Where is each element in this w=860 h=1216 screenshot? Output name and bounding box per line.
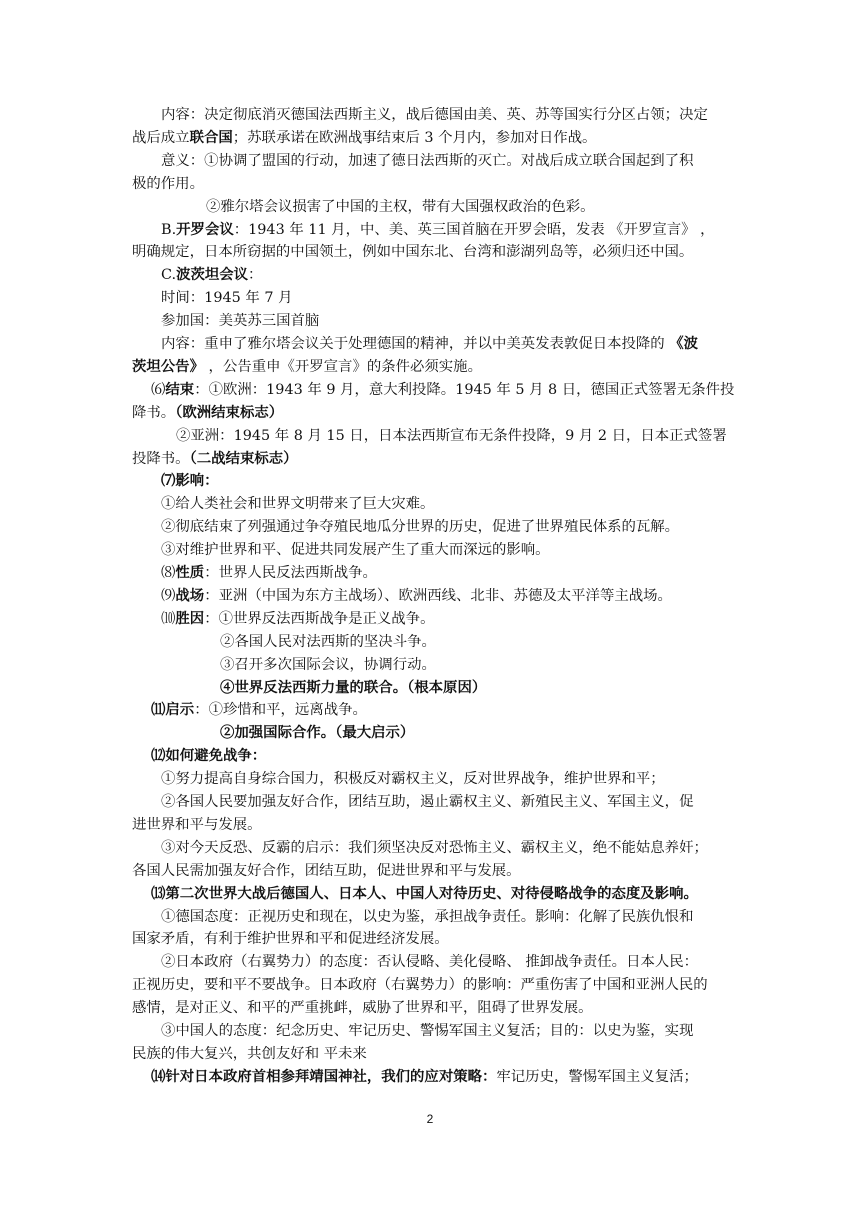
text-line: [132, 997, 593, 1019]
text-line: [161, 951, 698, 973]
text: ③对今天反恐、反霸的启示：我们须坚决反对恐怖主义、霸权主义，绝不能姑息养奸；: [161, 839, 708, 856]
text: B.: [161, 221, 177, 238]
text-line: [161, 608, 434, 630]
text-line: [161, 287, 292, 309]
bold-text: 开罗会议: [176, 220, 234, 238]
text: 内容：决定彻底消灭德国法西斯主义，战后德国由美、英、苏等国实行分区占领；决定: [161, 107, 708, 123]
bold-text: ⒁针对日本政府首相参拜靖国神社，我们的应对策略：: [151, 1067, 497, 1085]
text: ③中国人的态度：纪念历史、牢记历史、警惕军国主义复活；目的：以史为鉴，实现: [161, 1023, 694, 1039]
text: 正视历史，要和平不要战争。日本政府（右翼势力）的影响：严重伤害了中国和亚洲人民的: [132, 977, 708, 994]
text: 战后成立: [132, 129, 190, 146]
text: 投降书。: [132, 450, 190, 467]
page-number: 2: [426, 1112, 434, 1126]
text-line: [220, 654, 436, 676]
bold-text: 性质: [175, 564, 205, 581]
text: 国家矛盾，有利于维护世界和平和促进经济发展。: [132, 931, 449, 948]
text: ：亚洲（中国为东方主战场）、欧洲西线、北非、苏德及太平洋等主战场。: [204, 587, 672, 604]
text: ：①珍惜和平，远离战争。: [194, 702, 367, 719]
text: ②彻底结束了列强通过争夺殖民地瓜分世界的历史，促进了世界殖民体系的瓦解。: [161, 519, 680, 536]
text: ①努力提高自身综合国力，积极反对霸权主义，反对世界战争，维护世界和平；: [161, 771, 665, 788]
text: ⑽: [161, 610, 176, 627]
text: ：1943 年 11 月，中、美、英三国首脑在开罗会晤，发表 《开罗宣言》 ，: [233, 221, 715, 238]
bold-text: ⑺影响：: [161, 472, 219, 490]
text-line: [132, 814, 262, 836]
text: ①德国态度：正视历史和现在，以史为鉴，承担战争责任。影响：化解了民族仇恨和: [161, 908, 694, 925]
text: 内容：重申了雅尔塔会议关于处理德国的精神，并以中美英发表敦促日本投降的: [161, 336, 670, 352]
text-line: [206, 196, 595, 218]
text-line: [161, 470, 219, 492]
text: ②雅尔塔会议损害了中国的主权，带有大国强权政治的色彩。: [206, 198, 595, 215]
text: ⑼: [161, 587, 176, 604]
text-line: [161, 219, 714, 241]
text: 时间：1945 年 7 月: [161, 290, 293, 307]
text-line: [161, 1020, 693, 1042]
text: 参加国：美英苏三国首脑: [161, 313, 320, 330]
bold-text: 结束: [165, 380, 195, 398]
bold-text: 波茨坦会议: [176, 266, 249, 284]
text: ，公告重申《开罗宣言》的条件必须实施。: [203, 358, 482, 375]
bold-text: 联合国: [189, 128, 233, 146]
text-line: [161, 539, 550, 561]
text-line: [161, 768, 665, 790]
text-line: [220, 677, 486, 699]
text: ②各国人民对法西斯的坚决斗争。: [220, 633, 436, 650]
text: 极的作用。: [132, 175, 204, 192]
text-line: [132, 928, 449, 950]
text: 感情，是对正义、和平的严重挑衅，威胁了世界和平，阻碍了世界发展。: [132, 1000, 593, 1017]
text-line: [161, 104, 708, 126]
text: ⑹: [151, 381, 166, 398]
text: ：①欧洲：1943 年 9 月，意大利投降。1945 年 5 月 8 日，德国正式签署无条件投: [194, 381, 735, 398]
bold-text: 茨坦公告》: [132, 357, 204, 375]
text: ②亚洲：1945 年 8 月 15 日，日本法西斯宣布无条件投降，9 月 2 日，日本正式签署: [176, 427, 727, 444]
text: ②日本政府（右翼势力）的态度：否认侵略、美化侵略、 推卸战争责任。日本人民：: [161, 954, 699, 971]
text-line: [161, 150, 693, 172]
text-line: [132, 356, 482, 378]
text-line: [161, 837, 708, 859]
text: ：: [248, 267, 263, 284]
text-line: [132, 974, 708, 996]
text-line: [151, 1066, 698, 1088]
text: 民族的伟大复兴，共创友好和 平未来: [132, 1045, 367, 1062]
text-line: [151, 699, 367, 721]
bold-text: ⑿如何避免战争：: [151, 747, 267, 765]
text-line: [132, 127, 596, 149]
text-line: [132, 1043, 367, 1065]
text-line: [161, 791, 693, 813]
bold-text: ⑾启示: [151, 701, 195, 719]
text: 进世界和平与发展。: [132, 816, 262, 833]
text-line: [151, 883, 698, 905]
text-line: [151, 745, 266, 767]
bold-text: （二战结束标志）: [189, 449, 298, 467]
text-line: [161, 562, 377, 584]
text-line: [220, 631, 436, 653]
text-line: [161, 493, 434, 515]
text: ①给人类社会和世界文明带来了巨大灾难。: [161, 496, 435, 513]
bold-text: （欧洲结束标志）: [175, 403, 284, 421]
text-line: [132, 402, 283, 424]
bold-text: 《波: [669, 335, 699, 352]
text: ②各国人民要加强友好合作，团结互助，遏止霸权主义、新殖民主义、军国主义，促: [161, 794, 694, 810]
bold-text: ⒀第二次世界大战后德国人、日本人、中国人对待历史、对待侵略战争的态度及影响。: [151, 884, 698, 902]
text-line: [220, 722, 414, 744]
bold-text: ④世界反法西斯力量的联合。（根本原因）: [220, 678, 487, 696]
text-line: [161, 264, 262, 286]
text: ：①世界反法西斯战争是正义战争。: [204, 610, 435, 627]
text: 牢记历史，警惕军国主义复活；: [496, 1068, 698, 1085]
text-line: [132, 241, 693, 263]
text-line: [161, 310, 319, 332]
text-line: [161, 516, 679, 538]
text-line: [132, 448, 298, 470]
text: ⑻: [161, 565, 176, 581]
text-line: [161, 333, 698, 355]
text: ③召开多次国际会议，协调行动。: [220, 656, 436, 673]
text: 明确规定，日本所窃据的中国领土，例如中国东北、台湾和澎湖列岛等，必须归还中国。: [132, 244, 694, 261]
text-line: [176, 425, 727, 447]
text: 降书。: [132, 404, 176, 421]
text-line: [161, 906, 693, 928]
text: 各国人民需加强友好合作，团结互助，促进世界和平与发展。: [132, 862, 521, 879]
text-line: [161, 585, 672, 607]
text-line: [132, 860, 521, 882]
text: ：世界人民反法西斯战争。: [204, 565, 377, 581]
text: 意义：①协调了盟国的行动，加速了德日法西斯的灭亡。对战后成立联合国起到了积: [161, 152, 694, 169]
bold-text: ②加强国际合作。（最大启示）: [220, 724, 415, 742]
text-line: [132, 173, 204, 195]
bold-text: 战场: [175, 586, 205, 604]
bold-text: 胜因: [175, 609, 205, 627]
text-line: [151, 379, 734, 401]
text: ③对维护世界和平、促进共同发展产生了重大而深远的影响。: [161, 542, 550, 559]
text: C.: [161, 267, 177, 284]
text: ；苏联承诺在欧洲战事结束后 3 个月内，参加对日作战。: [232, 129, 597, 146]
